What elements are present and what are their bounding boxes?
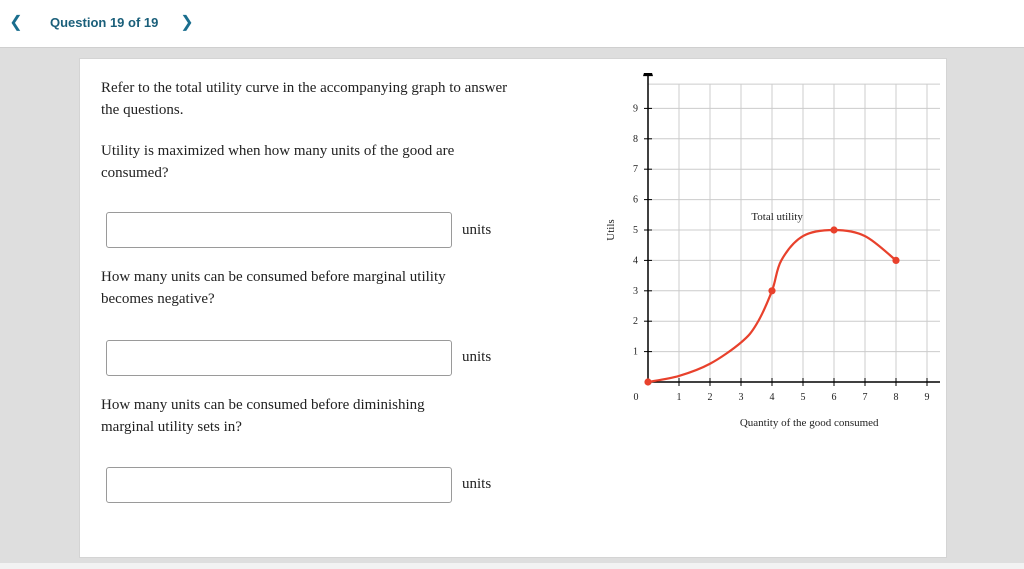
- curve-point-marker: [830, 226, 837, 233]
- x-tick-label: 8: [893, 392, 899, 403]
- y-axis-arrow-icon: [643, 73, 653, 76]
- question-card: [79, 58, 947, 558]
- bottom-strip: [0, 563, 1024, 569]
- answer-1-unit: units: [462, 222, 492, 238]
- x-tick-label: 9: [924, 392, 930, 403]
- y-tick-label: 3: [633, 285, 638, 297]
- question-counter: Question 19 of 19: [50, 15, 159, 30]
- x-tick-label: 0: [633, 392, 639, 403]
- y-tick-label: 7: [633, 164, 638, 176]
- x-tick-label: 6: [831, 392, 837, 403]
- y-tick-label: 4: [633, 255, 638, 267]
- y-tick-label: 9: [633, 103, 638, 115]
- y-tick-label: 2: [633, 316, 638, 328]
- question-3-text: How many units can be consumed before diminishing marginal utility sets in?: [101, 397, 425, 435]
- answer-2-input[interactable]: [106, 340, 452, 376]
- x-tick-label: 1: [676, 392, 682, 403]
- answer-3-unit: units: [462, 476, 492, 492]
- x-tick-label: 5: [800, 392, 806, 403]
- y-axis-label: Utils: [605, 219, 617, 241]
- curve-point-marker: [644, 378, 651, 385]
- y-tick-label: 5: [633, 225, 638, 236]
- chevron-left-icon[interactable]: ❮: [9, 14, 23, 31]
- x-tick-label: 3: [738, 392, 744, 403]
- answer-1-input[interactable]: [106, 212, 452, 248]
- question-intro: Refer to the total utility curve in the accompanying graph to answer the questions.: [101, 80, 508, 118]
- x-axis-label: Quantity of the good consumed: [739, 417, 879, 429]
- x-tick-label: 4: [769, 392, 775, 403]
- curve-point-marker: [768, 287, 775, 294]
- x-tick-label: 7: [862, 392, 868, 403]
- total-utility-chart: [520, 73, 940, 443]
- y-tick-label: 6: [633, 194, 638, 206]
- answer-3-input[interactable]: [106, 467, 452, 503]
- question-2-text: How many units can be consumed before marginal utility becomes negative?: [101, 269, 446, 307]
- x-tick-label: 2: [707, 392, 713, 403]
- chevron-right-icon[interactable]: ❯: [180, 14, 194, 31]
- question-1-text: Utility is maximized when how many units of the good are consumed?: [101, 143, 455, 181]
- question-nav-bar: [0, 0, 1024, 48]
- answer-2-unit: units: [462, 349, 492, 365]
- y-tick-label: 1: [633, 346, 638, 358]
- series-label-total-utility: Total utility: [751, 210, 803, 223]
- curve-point-marker: [892, 257, 899, 264]
- y-tick-label: 8: [633, 133, 638, 145]
